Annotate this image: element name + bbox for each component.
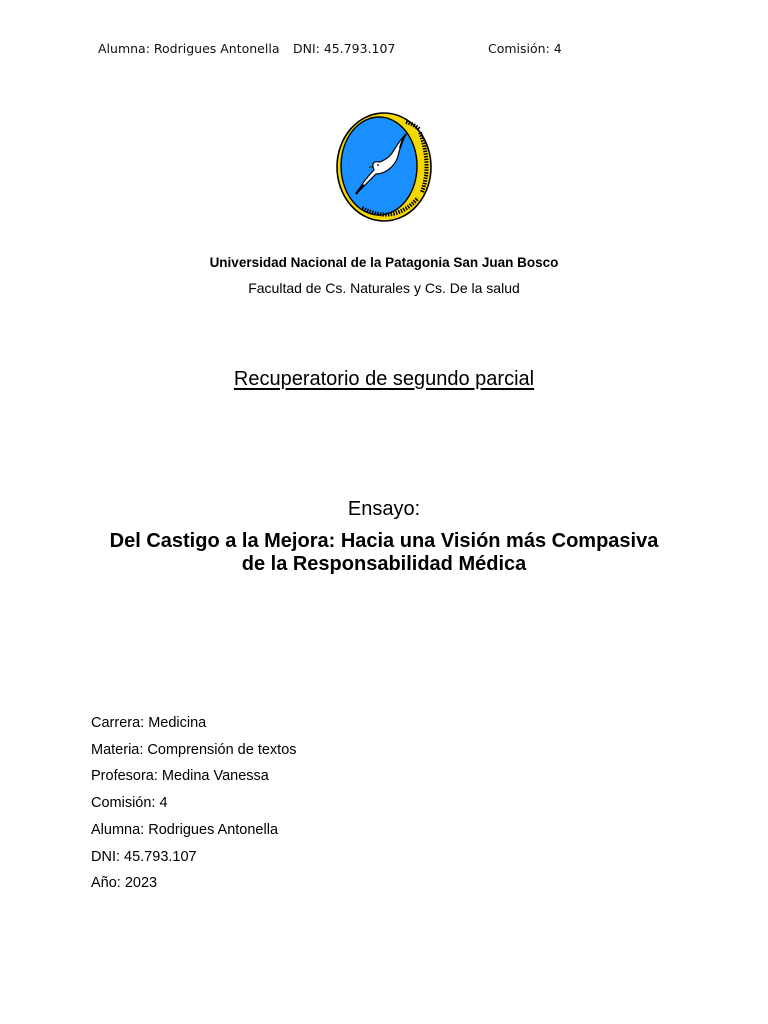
essay-title-line-2: de la Responsabilidad Médica <box>241 553 527 575</box>
detail-dni: DNI: 45.793.107 <box>91 848 197 865</box>
essay-title-line-1: Del Castigo a la Mejora: Hacia una Visión más Compasiva <box>109 530 659 552</box>
header-student: Alumna: Rodrigues Antonella <box>98 41 280 56</box>
seagull-emblem-icon <box>334 110 438 226</box>
detail-subject: Materia: Comprensión de textos <box>91 741 297 758</box>
faculty-name: Facultad de Cs. Naturales y Cs. De la salud <box>248 280 520 296</box>
detail-year: Año: 2023 <box>91 875 158 892</box>
university-name: Universidad Nacional de la Patagonia San Juan Bosco <box>209 255 559 270</box>
student-details <box>91 710 297 897</box>
detail-career: Carrera: Medicina <box>91 715 207 731</box>
exam-title: Recuperatorio de segundo parcial <box>233 368 535 390</box>
detail-teacher: Profesora: Medina Vanessa <box>91 768 269 785</box>
detail-commission: Comisión: 4 <box>91 795 168 812</box>
essay-title <box>64 530 704 576</box>
essay-label: Ensayo: <box>347 498 421 520</box>
detail-student: Alumna: Rodrigues Antonella <box>91 821 279 838</box>
university-logo <box>334 110 438 226</box>
header-dni: DNI: 45.793.107 <box>293 41 396 56</box>
header-commission: Comisión: 4 <box>488 41 562 56</box>
